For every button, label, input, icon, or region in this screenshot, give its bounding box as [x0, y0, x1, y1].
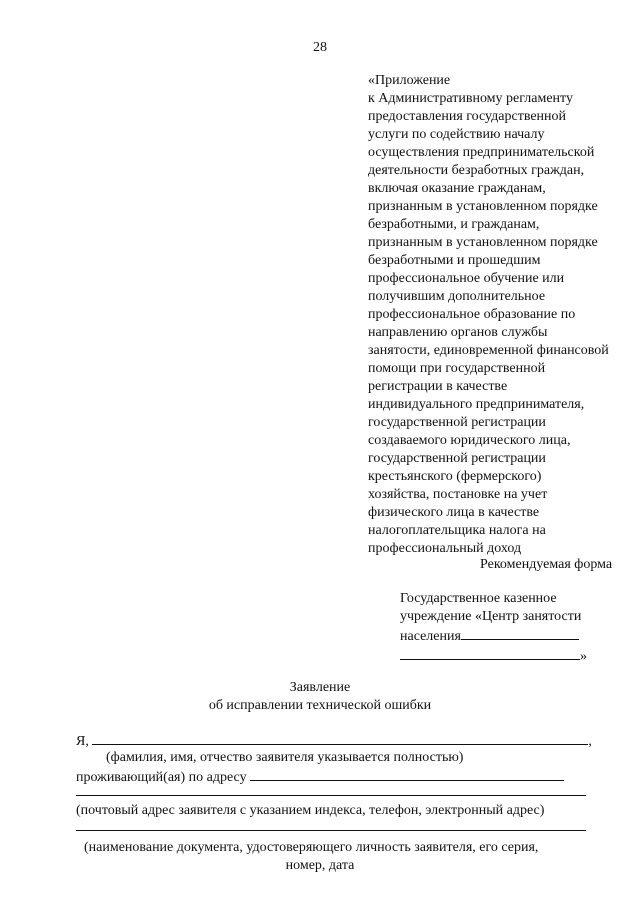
recipient-fill-line-2[interactable]: [400, 646, 580, 660]
address-field-line-2[interactable]: [76, 795, 586, 796]
name-hint: (фамилия, имя, отчество заявителя указывается полностью): [106, 750, 464, 765]
address-field[interactable]: [250, 767, 564, 781]
document-title: Заявление: [289, 680, 351, 695]
address-label: проживающий(ая) по адресу: [76, 770, 247, 785]
recipient-line-4: [400, 646, 630, 666]
recipient-line-3-label: населения: [400, 629, 461, 644]
document-field-line[interactable]: [76, 830, 586, 831]
recipient-fill-line-1[interactable]: [461, 626, 579, 640]
address-row: [76, 767, 564, 786]
recommended-form-label: Рекомендуемая форма: [480, 557, 613, 572]
recipient-line-2: учреждение «Центр занятости: [400, 609, 582, 624]
recipient-closing-quote: »: [580, 649, 587, 664]
appendix-header: «Приложение к Административному регламенту предоставления государственной услуги по содействию началу осуществления предпринимательской деятельности безработных граждан, включая оказание гражданам, признанным в установленном порядке безработными, и гражданам, признанным в установленном порядке безработными и прошедшим профессиональное обучение или получившим дополнительное профессиональное образование по направлению органов службы занятости, единовременной финансовой помощи при государственной регистрации в качестве индивидуального предпринимателя, государственной регистрации создаваемого юридического лица, государственной регистрации крестьянского (фермерского) хозяйства, постановке на учет физического лица в качестве налогоплательщика налога на профессиональный доход: [368, 73, 609, 556]
document-hint-1: (наименование документа, удостоверяющего личность заявителя, его серия,: [84, 840, 539, 855]
recipient-block: [400, 590, 630, 666]
name-field[interactable]: [92, 731, 588, 745]
address-hint: (почтовый адрес заявителя с указанием индекса, телефон, электронный адрес): [76, 803, 545, 818]
page-number: 28: [313, 40, 327, 55]
name-comma: ,: [588, 734, 592, 749]
recipient-line-1: Государственное казенное: [400, 591, 557, 606]
document-hint-2: номер, дата: [285, 858, 355, 873]
name-row: [76, 731, 592, 750]
recipient-line-3: [400, 626, 630, 646]
document-subtitle: об исправлении технической ошибки: [208, 698, 432, 713]
i-label: Я,: [76, 734, 89, 749]
